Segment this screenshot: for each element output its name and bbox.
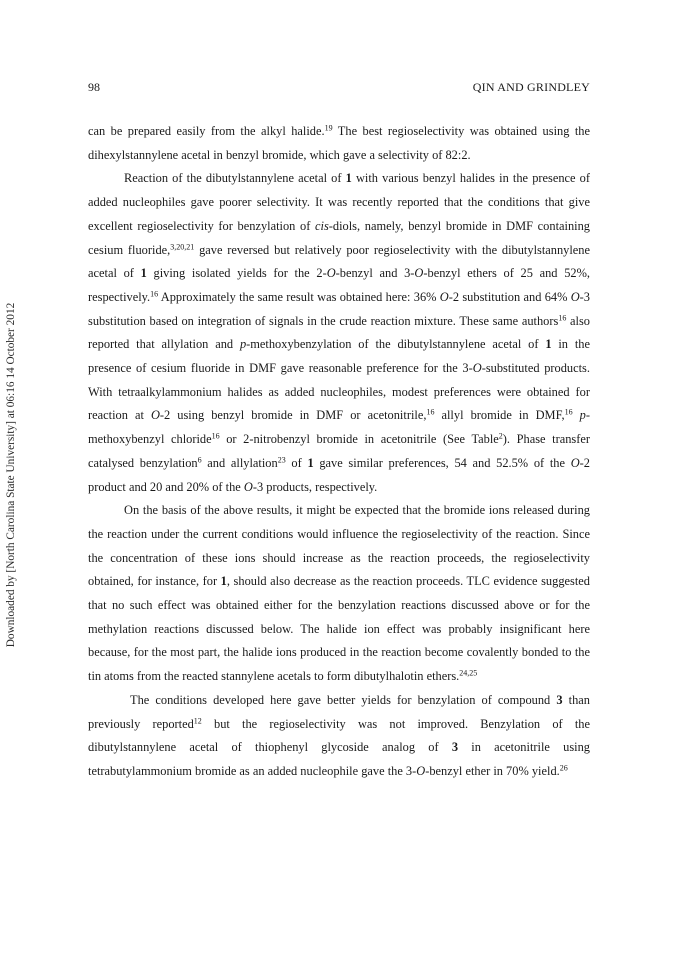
paragraph-4: The conditions developed here gave better yields for benzylation of compound 3 than previously reported$^{12}$ but the regioselectivity was not improved. Benzylation of the dibutylstannylene acetal of thiophenyl glycoside analog of 3 in acetonitrile using tetrabutylammonium bromide as an added nucleophile gave the 3-O-benzyl ether in 70% yield.$^{26}$ bbox=[88, 692, 590, 778]
paragraph-3: On the basis of the above results, it might be expected that the bromide ions released during the reaction under the current conditions would influence the regioselectivity of the reaction. Since the concentration of these ions should increase as the reaction proceeds, the regioselectivity obtained, for instance, for 1, should also decrease as the reaction proceeds. TLC evidence suggested that no such effect was obtained either for the benzylation reactions discussed above or for the methylation reactions discussed below. The halide ion effect was probably insignificant here because, for the most part, the halide ions produced in the reaction become covalently bonded to the tin atoms from the reacted stannylene acetals to form dibutylhalotin ethers.$^{24,25}$ bbox=[88, 503, 590, 684]
body-text bbox=[88, 120, 590, 784]
download-sidebar bbox=[2, 60, 20, 890]
page-number: 98 bbox=[88, 80, 100, 94]
download-note: Downloaded by [North Carolina State University] at 06:16 14 October 2012 bbox=[5, 302, 17, 648]
running-head: QIN AND GRINDLEY bbox=[472, 80, 590, 94]
paragraph-1: can be prepared easily from the alkyl halide.$^{19}$ The best regioselectivity was obtained using the dihexylstannylene acetal in benzyl bromide, which gave a selectivity of 82:2. bbox=[88, 123, 590, 162]
page-header bbox=[88, 80, 590, 96]
paragraph-2: Reaction of the dibutylstannylene acetal of 1 with various benzyl halides in the presence of added nucleophiles gave poorer selectivity. It was recently reported that the conditions that give excellent regioselectivity for benzylation of cis-diols, namely, benzyl bromide in DMF containing cesium fluoride,$^{3,20,21}$ gave reversed but relatively poor regioselectivity with the dibutylstannylene acetal of 1 giving isolated yields for the 2-O-benzyl and 3-O-benzyl ethers of 25 and 52%, respectively.$^{16}$ Approximately the same result was obtained here: 36% O-2 substitution and 64% O-3 substitution based on integration of signals in the crude reaction mixture. These same authors$^{16}$ also reported that allylation and p-methoxybenzylation of the dibutylstannylene acetal of 1 in the presence of cesium fluoride in DMF gave reasonable preference for the 3-O-substituted products. With tetraalkylammonium halides as added nucleophiles, modest preferences were obtained for reaction at O-2 using benzyl bromide in DMF or acetonitrile,$^{16}$ allyl bromide in DMF,$^{16}$ p-methoxybenzyl chloride$^{16}$ or 2-nitrobenzyl bromide in acetonitrile (See Table$^2$). Phase transfer catalysed benzylation$^6$ and allylation$^{23}$ of 1 gave similar preferences, 54 and 52.5% of the O-2 product and 20 and 20% of the O-3 products, respectively. bbox=[88, 171, 591, 494]
